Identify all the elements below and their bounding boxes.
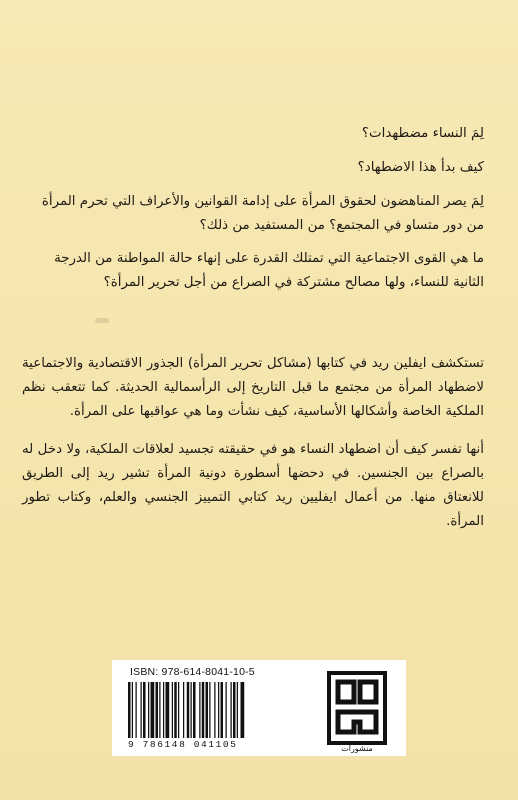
description-paragraph-2: أنها تفسر كيف أن اضطهاد النساء هو في حقيقته تجسيد لعلاقات الملكية، ولا دخل له بالصراع بين الجنسين. في دحضها أسطورة دونية المرأة تشير ريد إلى الطريق للانعتاق منها. من أعمال ايفليين ريد كتابي التمييز الجنسي والعلم، وكتاب تطور المرأة.	[22, 442, 484, 529]
barcode-bar	[237, 682, 238, 738]
barcode-image	[128, 682, 304, 738]
barcode-bar	[183, 682, 184, 738]
barcode-bar	[141, 682, 142, 738]
barcode-bar	[233, 682, 236, 738]
barcode-bar	[132, 682, 133, 738]
barcode-bar	[156, 682, 159, 738]
barcode-bar	[166, 682, 170, 738]
description-section	[22, 352, 484, 548]
barcode-bar	[148, 682, 149, 738]
questions-section	[34, 122, 484, 304]
barcode-bar	[151, 682, 155, 738]
question-1: لِمَ النساء مضطهدات؟	[361, 126, 484, 141]
question-2: كيف بدأ هذا الاضطهاد؟	[357, 160, 484, 175]
barcode-bar	[206, 682, 209, 738]
barcode-bar	[159, 682, 160, 738]
barcode-bar	[187, 682, 190, 738]
barcode-bar	[191, 682, 192, 738]
barcode-bar	[214, 682, 215, 738]
barcode-bar	[209, 682, 210, 738]
barcode-bar	[128, 682, 131, 738]
barcode-bar	[193, 682, 196, 738]
publisher-logo-icon	[326, 670, 388, 748]
isbn-label: ISBN: 978-614-8041-10-5	[130, 666, 255, 678]
barcode-panel	[112, 660, 406, 756]
paper-stain	[95, 318, 109, 323]
barcode-bar	[178, 682, 179, 738]
question-3: لِمَ يصر المناهضون لحقوق المرأة على إدامة القوانين والأعراف التي تحرم المرأة من دور متساو في المجتمع؟ من المستفيد من ذلك؟	[41, 194, 484, 233]
question-4: ما هي القوى الاجتماعية التي تمتلك القدرة على إنهاء حالة المواطنة من الدرجة الثانية للنساء، ولها مصالح مشتركة في الصراع من أجل تحرير المرأة؟	[54, 251, 484, 290]
barcode-bar	[143, 682, 146, 738]
barcode-bar	[226, 682, 227, 738]
barcode-bar	[202, 682, 205, 738]
barcode-bar	[218, 682, 219, 738]
barcode-bar	[199, 682, 200, 738]
barcode-bar	[241, 682, 245, 738]
barcode-bar	[221, 682, 224, 738]
barcode-bar	[231, 682, 232, 738]
barcode-bar	[174, 682, 177, 738]
barcode-bar	[136, 682, 137, 738]
description-paragraph-1: تستكشف ايفلين ريد في كتابها (مشاكل تحرير المرأة) الجذور الاقتصادية والاجتماعية لاضطهاد المرأة من مجتمع ما قبل التاريخ إلى الرأسمالية الحديثة. كما تتعقب نظم الملكية الخاصة وأشكالها الأساسية، كيف نشأت وما هي عواقبها على المرأة.	[22, 356, 484, 419]
barcode-bar	[163, 682, 164, 738]
barcode-digits: 9 786148 041105	[128, 739, 238, 750]
barcode-bar	[172, 682, 173, 738]
publisher-caption: منشورات	[341, 744, 373, 753]
